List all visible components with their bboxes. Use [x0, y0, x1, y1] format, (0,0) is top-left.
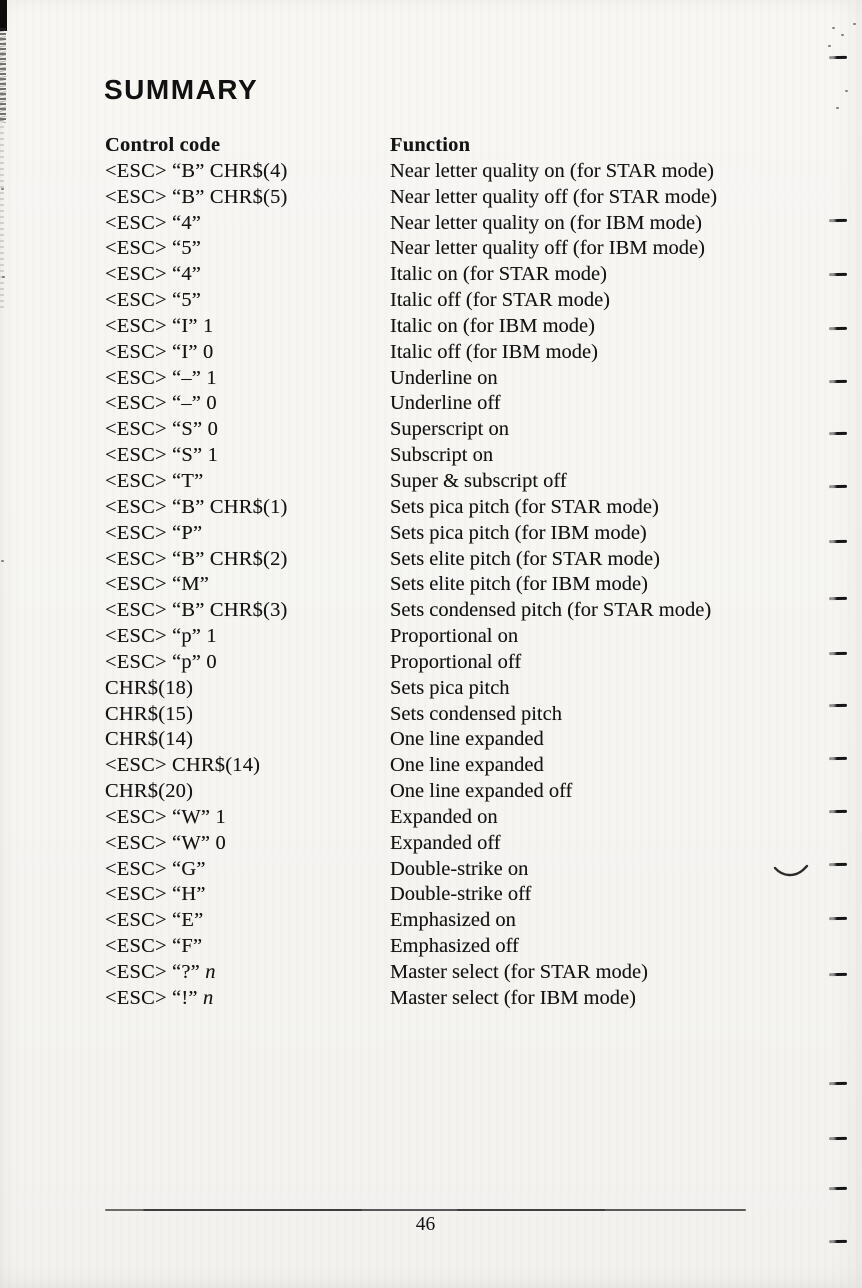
table-row: [105, 805, 777, 831]
table-row: [105, 934, 777, 960]
table-rows: [105, 159, 777, 1012]
control-code-cell: <ESC> “5”: [105, 237, 202, 260]
scan-dash-artifact: [829, 863, 847, 866]
scan-speck-artifact: [1, 188, 4, 190]
control-code-cell: <ESC> “4”: [105, 263, 202, 286]
pen-stroke-mark: [773, 864, 809, 880]
function-cell: Double-strike on: [390, 857, 529, 880]
function-cell: Sets elite pitch (for STAR mode): [390, 547, 660, 570]
table-row: [105, 882, 777, 908]
scan-dash-artifact: [829, 597, 847, 600]
scan-speck-artifact: [832, 27, 835, 29]
function-cell: Underline off: [390, 392, 501, 415]
function-cell: Proportional off: [390, 650, 522, 673]
function-cell: Sets condensed pitch: [390, 702, 562, 725]
table-row: [105, 676, 777, 702]
control-code-cell: CHR$(15): [105, 702, 194, 725]
control-code-cell: <ESC> “F”: [105, 935, 203, 958]
function-cell: Emphasized off: [390, 935, 519, 958]
table-row: [105, 753, 777, 779]
control-code-cell: <ESC> “?” n: [105, 961, 216, 983]
control-code-cell: <ESC> “T”: [105, 469, 204, 492]
scan-dash-artifact: [829, 810, 847, 813]
scan-dash-artifact: [829, 432, 847, 435]
footer-rule: [105, 1209, 746, 1211]
control-code-cell: <ESC> “–” 0: [105, 392, 217, 415]
function-cell: Master select (for STAR mode): [390, 961, 648, 983]
function-cell: Super & subscript off: [390, 469, 567, 492]
control-code-cell: <ESC> “G”: [105, 857, 206, 880]
scan-dash-artifact: [829, 973, 847, 976]
scan-edge-noise: [0, 28, 6, 123]
function-cell: Near letter quality on (for IBM mode): [390, 211, 702, 234]
scan-dash-artifact: [829, 327, 847, 330]
table-header-row: [105, 133, 777, 159]
control-code-cell: <ESC> “5”: [105, 289, 202, 312]
table-row: [105, 314, 777, 340]
scan-dash-artifact: [829, 56, 847, 59]
control-code-cell: <ESC> “4”: [105, 211, 202, 234]
scan-dash-artifact: [829, 757, 847, 760]
table-row: [105, 366, 777, 392]
control-code-table: [105, 133, 777, 1012]
table-row: [105, 624, 777, 650]
function-cell: Master select (for IBM mode): [390, 986, 636, 1009]
table-row: [105, 857, 777, 883]
scan-speck-artifact: [841, 34, 844, 36]
table-row: [105, 159, 777, 185]
scan-dash-artifact: [829, 652, 847, 655]
table-row: [105, 417, 777, 443]
control-code-cell: <ESC> “!” n: [105, 986, 214, 1009]
control-code-cell: <ESC> “M”: [105, 573, 210, 596]
scan-dash-artifact: [829, 219, 847, 222]
scan-speck-artifact: [2, 276, 5, 278]
scan-dash-artifact: [829, 1137, 847, 1140]
scan-edge-noise-fade: [0, 120, 4, 310]
control-code-cell: <ESC> “–” 1: [105, 366, 217, 389]
scan-speck-artifact: [1, 560, 4, 562]
scan-dash-artifact: [829, 704, 847, 707]
page-number: 46: [415, 1214, 436, 1235]
control-code-cell: <ESC> “I” 1: [105, 314, 214, 337]
table-row: [105, 495, 777, 521]
table-row: [105, 986, 777, 1012]
table-row: [105, 469, 777, 495]
scan-dash-artifact: [829, 485, 847, 488]
scan-edge-artifact: [0, 0, 7, 31]
function-cell: Proportional on: [390, 625, 519, 648]
control-code-cell: <ESC> “S” 0: [105, 418, 219, 441]
control-code-cell: <ESC> “H”: [105, 883, 206, 906]
table-row: [105, 650, 777, 676]
function-cell: Italic on (for IBM mode): [390, 314, 595, 337]
control-code-cell: <ESC> “E”: [105, 909, 204, 932]
control-code-cell: <ESC> “p” 1: [105, 625, 217, 648]
function-cell: Near letter quality off (for IBM mode): [390, 237, 705, 260]
control-code-cell: <ESC> “B” CHR$(1): [105, 495, 288, 518]
scan-dash-artifact: [829, 380, 847, 383]
function-cell: Sets elite pitch (for IBM mode): [390, 573, 648, 596]
scan-dash-artifact: [829, 917, 847, 920]
function-cell: Near letter quality off (for STAR mode): [390, 185, 718, 208]
function-cell: Double-strike off: [390, 883, 532, 906]
function-cell: Underline on: [390, 366, 498, 389]
function-cell: Expanded on: [390, 805, 498, 828]
control-code-cell: <ESC> “B” CHR$(3): [105, 599, 288, 622]
function-cell: Italic off (for STAR mode): [390, 289, 611, 312]
table-row: [105, 185, 777, 211]
function-cell: Near letter quality on (for STAR mode): [390, 159, 714, 182]
control-code-cell: <ESC> CHR$(14): [105, 754, 261, 777]
scan-speck-artifact: [845, 90, 848, 92]
control-code-cell: <ESC> “p” 0: [105, 650, 217, 673]
control-code-cell: <ESC> “P”: [105, 521, 203, 544]
scan-dash-artifact: [829, 273, 847, 276]
table-row: [105, 727, 777, 753]
table-row: [105, 521, 777, 547]
table-row: [105, 547, 777, 573]
function-header: Function: [390, 134, 471, 156]
table-row: [105, 702, 777, 728]
control-code-header: Control code: [105, 134, 221, 156]
scan-dash-artifact: [829, 1082, 847, 1085]
page-title: SUMMARY: [104, 74, 259, 105]
table-row: [105, 391, 777, 417]
function-cell: Expanded off: [390, 831, 501, 854]
scan-speck-artifact: [828, 45, 831, 47]
table-row: [105, 779, 777, 805]
control-code-cell: CHR$(14): [105, 728, 194, 751]
function-cell: One line expanded off: [390, 780, 573, 803]
function-cell: Sets pica pitch (for STAR mode): [390, 495, 659, 518]
table-row: [105, 340, 777, 366]
table-row: [105, 598, 777, 624]
table-row: [105, 443, 777, 469]
control-code-cell: CHR$(18): [105, 676, 194, 699]
control-code-cell: <ESC> “B” CHR$(4): [105, 159, 288, 182]
scan-speck-artifact: [853, 23, 856, 25]
control-code-cell: CHR$(20): [105, 780, 194, 803]
table-row: [105, 236, 777, 262]
function-cell: Subscript on: [390, 444, 494, 467]
function-cell: One line expanded: [390, 754, 544, 777]
control-code-cell: <ESC> “I” 0: [105, 340, 214, 363]
table-row: [105, 831, 777, 857]
scan-dash-artifact: [829, 1240, 847, 1243]
function-cell: Italic off (for IBM mode): [390, 340, 598, 363]
table-row: [105, 288, 777, 314]
scan-dash-artifact: [829, 1187, 847, 1190]
control-code-cell: <ESC> “W” 1: [105, 805, 226, 828]
scan-dash-artifact: [829, 540, 847, 543]
table-row: [105, 960, 777, 986]
table-row: [105, 908, 777, 934]
function-cell: Sets pica pitch (for IBM mode): [390, 521, 647, 544]
control-code-cell: <ESC> “W” 0: [105, 831, 226, 854]
scan-speck-artifact: [836, 107, 839, 109]
function-cell: Italic on (for STAR mode): [390, 263, 607, 286]
function-cell: Superscript on: [390, 418, 509, 441]
function-cell: One line expanded: [390, 728, 544, 751]
function-cell: Sets condensed pitch (for STAR mode): [390, 599, 712, 622]
control-code-cell: <ESC> “B” CHR$(5): [105, 185, 288, 208]
function-cell: Emphasized on: [390, 909, 516, 932]
table-row: [105, 211, 777, 237]
table-row: [105, 572, 777, 598]
table-row: [105, 262, 777, 288]
control-code-cell: <ESC> “S” 1: [105, 444, 219, 467]
control-code-cell: <ESC> “B” CHR$(2): [105, 547, 288, 570]
function-cell: Sets pica pitch: [390, 676, 510, 699]
